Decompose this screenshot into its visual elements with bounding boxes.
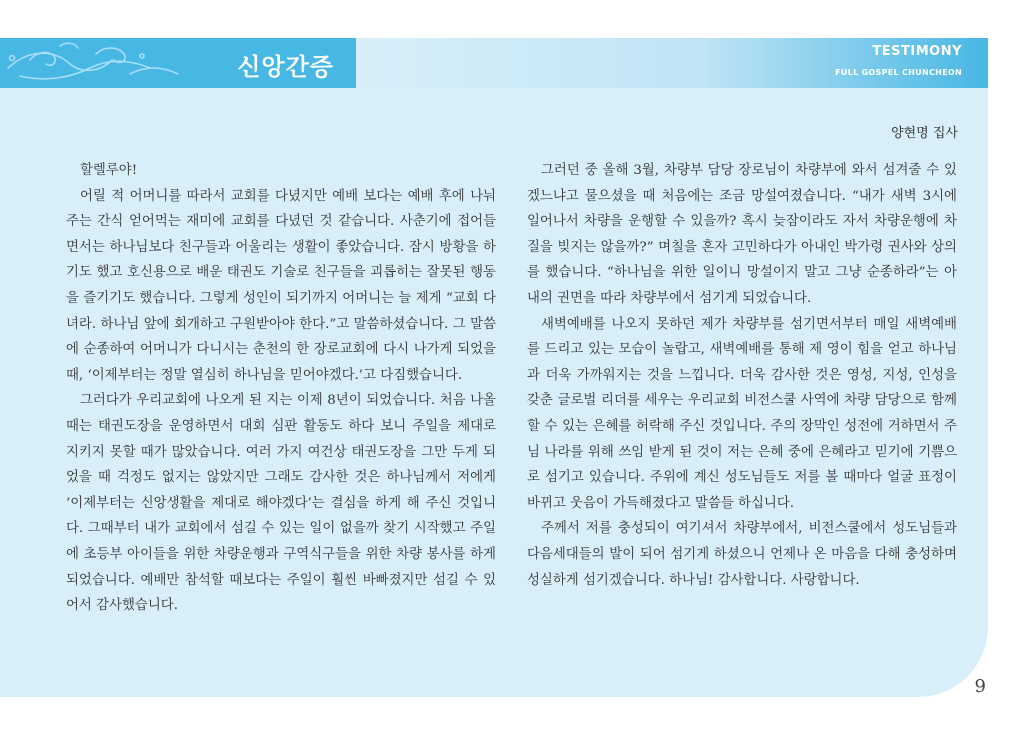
page-number: 9 bbox=[974, 676, 986, 697]
header-band bbox=[358, 38, 988, 88]
section-title: 신앙간증 bbox=[237, 53, 334, 81]
paragraph: 그러다가 우리교회에 나오게 된 지는 이제 8년이 되었습니다. 처음 나올 때는 태권도장을 운영하면서 대회 심판 활동도 하다 보니 주일을 제대로 지키지 못할 때가 많았습니다. 여러 가지 여건상 태권도장을 그만 두게 되었을 때 걱정도 없지는 않았지만 그래도 감사한 것은 하나님께서 저에게 ‘이제부터는 신앙생활을 제대로 해야겠다’는 결심을 하게 해 주신 것입니다. 그때부터 내가 교회에서 섬길 수 있는 일이 없을까 찾기 시작했고 주일에 초등부 아이들을 위한 차량운행과 구역식구들을 위한 차량 봉사를 하게 되었습니다. 예배만 참석할 때보다는 주일이 훨씬 바빠졌지만 섬길 수 있어서 감사했습니다. bbox=[66, 393, 496, 614]
author-name: 양현명 집사 bbox=[891, 126, 958, 141]
paragraph: 새벽예배를 나오지 못하던 제가 차량부를 섬기면서부터 매일 새벽예배를 드리고 있는 모습이 놀랍고, 새벽예배를 통해 제 영이 힘을 얻고 하나님과 더욱 가까워지는 것을 느낍니다. 더욱 감사한 것은 영성, 지성, 인성을 갖춘 글로벌 리더를 세우는 우리교회 비전스쿨 사역에 차량 담당으로 함께 할 수 있는 은혜를 허락해 주신 것입니다. 주의 장막인 성전에 거하면서 주님 나라를 위해 쓰임 받게 된 것이 저는 은혜 중에 은혜라고 믿기에 기쁨으로 섬기고 있습니다. 주위에 계신 성도님들도 저를 볼 때마다 얼굴 표정이 바뀌고 웃음이 가득해졌다고 말씀들 하십니다. bbox=[527, 316, 957, 511]
paragraph: 어릴 적 어머니를 따라서 교회를 다녔지만 예배 보다는 예배 후에 나눠주는 간식 얻어먹는 재미에 교회를 다녔던 것 같습니다. 사춘기에 접어들면서는 하나님보다 친구들과 어울리는 생활이 좋았습니다. 잠시 방황을 하기도 했고 호신용으로 배운 태권도 기술로 친구들을 괴롭히는 잘못된 행동을 즐기기도 했습니다. 그렇게 성인이 되기까지 어머니는 늘 제게 “교회 다녀라. 하나님 앞에 회개하고 구원받아야 한다.”고 말씀하셨습니다. 그 말씀에 순종하여 어머니가 다니시는 춘천의 한 장로교회에 다시 나가게 되었을 때, ‘이제부터는 정말 열심히 하나님을 믿어야겠다.’고 다짐했습니다. bbox=[66, 188, 496, 383]
paragraph: 그러던 중 올해 3월, 차량부 담당 장로님이 차량부에 와서 섬겨줄 수 있겠느냐고 물으셨을 때 처음에는 조금 망설여졌습니다. “내가 새벽 3시에 일어나서 차량을 운행할 수 있을까? 혹시 늦잠이라도 자서 차량운행에 차질을 빚지는 않을까?” 며칠을 혼자 고민하다가 아내인 박가령 권사와 상의를 했습니다. “하나님을 위한 일이니 망설이지 말고 그냥 순종하라”는 아내의 권면을 따라 차량부에서 섬기게 되었습니다. bbox=[527, 163, 957, 306]
series-subtitle: FULL GOSPEL CHUNCHEON bbox=[835, 68, 962, 77]
right-column bbox=[527, 158, 957, 593]
paragraph: 할렐루야! bbox=[80, 163, 138, 178]
section-tab bbox=[0, 38, 356, 88]
paragraph: 주께서 저를 충성되이 여기셔서 차량부에서, 비전스쿨에서 성도님들과 다음세대들의 발이 되어 섬기게 하셨으니 언제나 온 마음을 다해 충성하며 성실하게 섬기겠습니다. 하나님! 감사합니다. 사랑합니다. bbox=[527, 521, 957, 588]
floral-ornament-icon bbox=[0, 38, 190, 88]
left-column bbox=[66, 158, 496, 619]
series-title: TESTIMONY bbox=[872, 44, 962, 59]
